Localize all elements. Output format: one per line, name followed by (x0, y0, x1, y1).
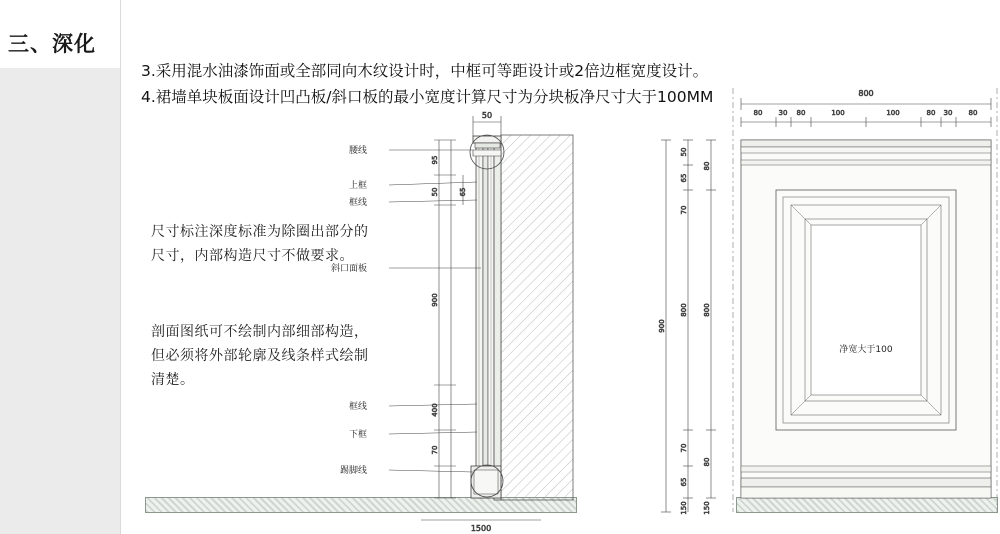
section-wall (501, 135, 573, 500)
svg-text:30: 30 (778, 109, 788, 117)
svg-text:900: 900 (658, 319, 666, 333)
svg-text:30: 30 (943, 109, 953, 117)
section-dim-bottom (421, 520, 541, 533)
svg-text:65: 65 (680, 173, 688, 183)
section-callout-labels (331, 144, 367, 476)
svg-text:斜口面板: 斜口面板 (330, 264, 367, 274)
svg-text:95: 95 (431, 155, 439, 165)
svg-text:70: 70 (431, 445, 439, 455)
svg-text:下框: 下框 (348, 430, 367, 440)
svg-text:50: 50 (680, 147, 688, 157)
svg-text:150: 150 (703, 501, 711, 515)
elevation-dim-left (658, 140, 716, 515)
annotation-depth-standard: 尺寸标注深度标准为除圈出部分的尺寸，内部构造尺寸不做要求。 (151, 224, 369, 264)
svg-text:70: 70 (680, 205, 688, 215)
svg-text:800: 800 (858, 89, 874, 98)
note-line-3: 3.采用混水油漆饰面或全部同向木纹设计时，中框可等距设计或2倍边框宽度设计。 (141, 62, 709, 80)
section-dim-top (473, 111, 501, 136)
sidebar-top-spacer (0, 0, 120, 18)
svg-text:800: 800 (703, 303, 711, 317)
svg-text:65: 65 (680, 477, 688, 487)
section-title: 三、深化 (8, 32, 96, 56)
note-line-4: 4.裙墙单块板面设计凹凸板/斜口板的最小宽度计算尺寸为分块板净尺寸大于100MM (141, 88, 714, 106)
svg-text:80: 80 (703, 161, 711, 171)
svg-text:100: 100 (831, 109, 845, 117)
annotation-section-drawing: 剖面图纸可不绘制内部细部构造，但必须将外部轮廓及线条样式绘制清楚。 (151, 324, 369, 388)
svg-text:上框: 上框 (348, 181, 367, 191)
sidebar-band (0, 0, 120, 534)
section-base (471, 466, 501, 498)
svg-text:踢脚线: 踢脚线 (339, 466, 367, 476)
svg-text:80: 80 (703, 457, 711, 467)
svg-text:80: 80 (968, 109, 978, 117)
svg-text:70: 70 (680, 443, 688, 453)
elevation-frame (733, 88, 997, 512)
elevation-dim-top (741, 89, 991, 127)
section-dim-chain (431, 140, 456, 498)
svg-text:框线: 框线 (348, 402, 367, 412)
svg-text:80: 80 (753, 109, 763, 117)
content-area (121, 0, 1000, 534)
svg-text:80: 80 (796, 109, 806, 117)
section-callouts (389, 150, 481, 472)
svg-text:65: 65 (459, 187, 467, 197)
svg-text:80: 80 (926, 109, 936, 117)
svg-text:900: 900 (431, 293, 439, 307)
sidebar-title-box (0, 18, 120, 68)
svg-text:腰线: 腰线 (348, 146, 367, 156)
svg-text:1500: 1500 (470, 524, 492, 533)
section-panel-assembly (476, 138, 501, 500)
svg-text:150: 150 (680, 501, 688, 515)
svg-text:400: 400 (431, 403, 439, 417)
drawing-canvas (121, 0, 1000, 534)
svg-text:框线: 框线 (348, 198, 367, 208)
elevation-center-note: 净宽大于100 (839, 345, 893, 355)
svg-text:50: 50 (481, 111, 493, 120)
section-top-cap (473, 136, 501, 156)
svg-text:50: 50 (431, 187, 439, 197)
svg-text:100: 100 (886, 109, 900, 117)
svg-text:800: 800 (680, 303, 688, 317)
sidebar-body (0, 68, 120, 534)
